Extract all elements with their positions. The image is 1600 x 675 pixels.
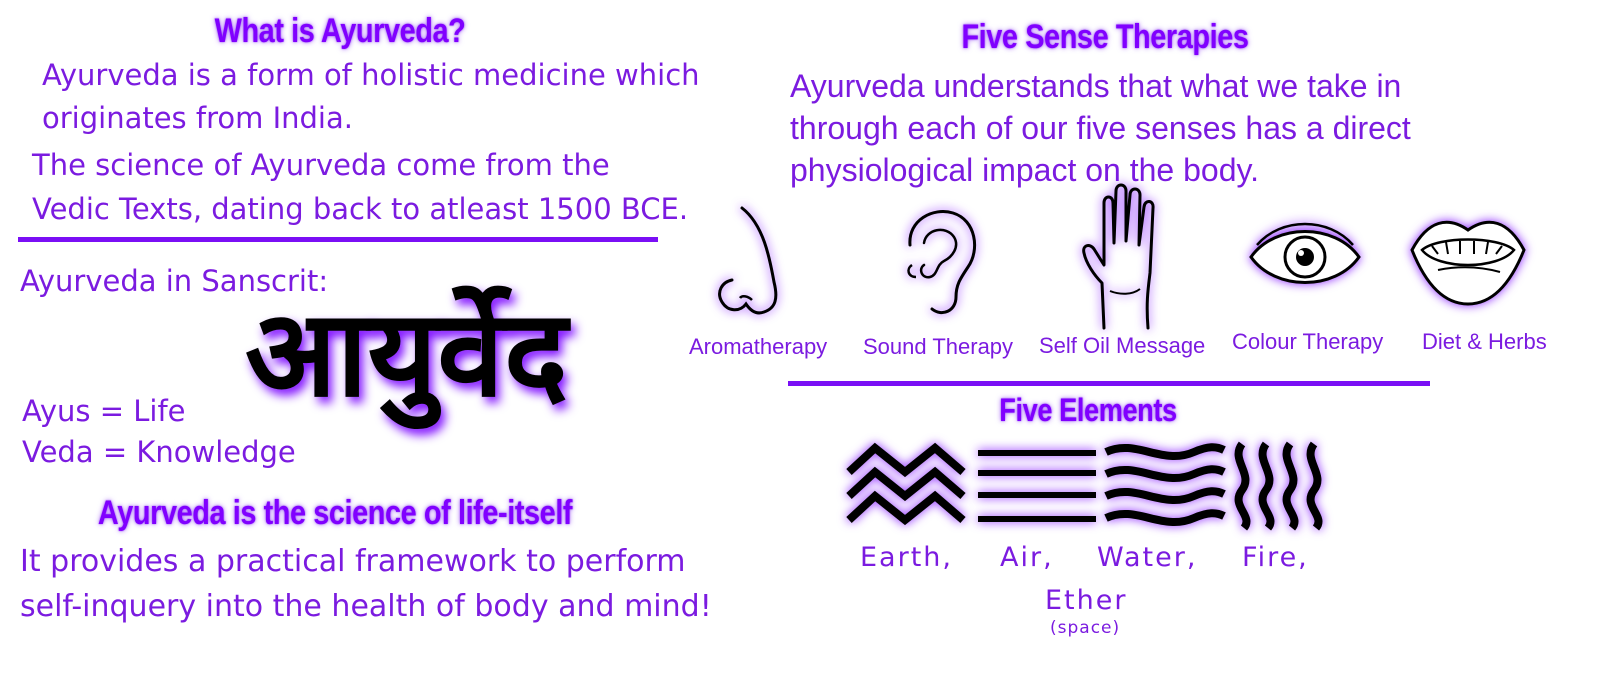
veda-definition: Veda = Knowledge (22, 435, 296, 469)
ayus-definition: Ayus = Life (22, 394, 186, 428)
five-elements-heading: Five Elements (999, 392, 1177, 428)
what-p1-line2: originates from India. (42, 101, 353, 135)
therapy-label-self-oil: Self Oil Message (1039, 333, 1206, 358)
earth-zigzag-icon (845, 440, 967, 530)
framework-line2: self-inquery into the health of body and mind! (20, 589, 712, 624)
what-p2-line1: The science of Ayurveda come from the (32, 148, 610, 182)
element-label-fire: Fire, (1242, 542, 1309, 573)
science-of-life-heading: Ayurveda is the science of life-itself (97, 494, 573, 532)
sanscrit-label: Ayurveda in Sanscrit: (20, 264, 329, 298)
eye-icon (1245, 215, 1365, 300)
left-divider (18, 237, 658, 242)
what-is-ayurveda-heading: What is Ayurveda? (214, 12, 466, 50)
right-divider (788, 381, 1430, 386)
framework-line1: It provides a practical framework to perform (20, 544, 686, 579)
element-label-earth: Earth, (860, 542, 953, 573)
therapy-label-diet: Diet & Herbs (1422, 329, 1547, 354)
therapy-label-aromatherapy: Aromatherapy (689, 334, 828, 359)
mouth-icon (1408, 210, 1528, 310)
element-label-air: Air, (1000, 542, 1054, 573)
hand-icon (1080, 183, 1175, 333)
fire-waves-icon (1228, 440, 1330, 532)
element-label-ether: Ether (1045, 585, 1128, 616)
ayurveda-devanagari-word: आयुर्वेद (245, 283, 568, 424)
therapy-label-sound: Sound Therapy (863, 334, 1014, 359)
ear-icon (898, 205, 988, 320)
air-lines-icon (976, 447, 1098, 527)
what-p1-line1: Ayurveda is a form of holistic medicine which (42, 58, 700, 92)
senses-line3: physiological impact on the body. (790, 152, 1260, 188)
nose-icon (712, 200, 792, 325)
water-waves-icon (1104, 440, 1226, 532)
senses-line1: Ayurveda understands that what we take in (790, 68, 1402, 104)
what-p2-line2: Vedic Texts, dating back to atleast 1500 BCE. (32, 192, 689, 226)
senses-line2: through each of our five senses has a direct (790, 110, 1411, 146)
element-label-water: Water, (1097, 542, 1198, 573)
element-ether-note: (space) (1050, 618, 1121, 638)
therapy-label-colour: Colour Therapy (1232, 329, 1384, 354)
five-sense-therapies-heading: Five Sense Therapies (961, 18, 1249, 56)
